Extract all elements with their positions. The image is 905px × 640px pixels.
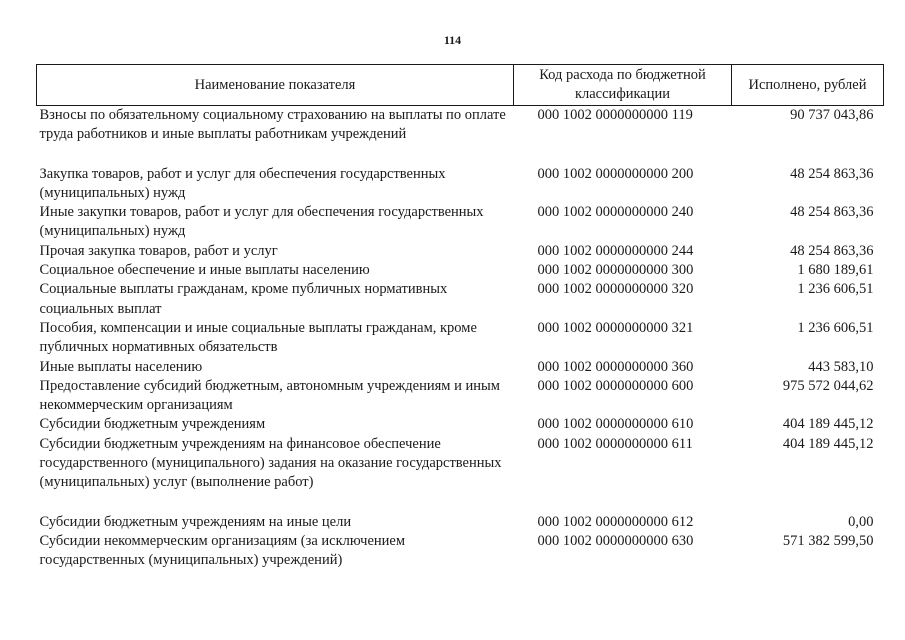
header-budget-code: Код расхода по бюджетной классификации <box>514 65 732 106</box>
row-amount: 90 737 043,86 <box>790 107 874 123</box>
header-executed-amount: Исполнено, рублей <box>732 65 884 106</box>
table-row <box>37 532 884 571</box>
row-name: Социальное обеспечение и иные выплаты населению <box>39 262 370 279</box>
table-row <box>37 106 884 165</box>
table-row <box>37 261 884 280</box>
row-code: 000 1002 0000000000 300 <box>537 262 694 279</box>
row-name: Социальные выплаты гражданам, кроме публичных нормативных социальных выплат <box>39 281 448 317</box>
row-amount: 975 572 044,62 <box>782 377 874 394</box>
table-row <box>37 377 884 416</box>
row-amount: 1 236 606,51 <box>797 319 874 336</box>
table-row <box>37 242 884 261</box>
row-name: Пособия, компенсации и иные социальные выплаты гражданам, кроме публичных нормативных обязательств <box>39 319 477 356</box>
row-amount: 443 583,10 <box>808 358 874 375</box>
row-name: Субсидии некоммерческим организациям (за исключением государственных (муниципальных) учреждений) <box>39 532 406 569</box>
row-code: 000 1002 0000000000 360 <box>537 358 694 375</box>
row-amount: 1 236 606,51 <box>797 281 874 298</box>
row-code: 000 1002 0000000000 600 <box>537 377 694 394</box>
row-code: 000 1002 0000000000 321 <box>537 319 694 336</box>
row-name: Субсидии бюджетным учреждениям <box>39 416 266 433</box>
row-code: 000 1002 0000000000 200 <box>537 165 694 182</box>
row-amount: 404 189 445,12 <box>782 435 874 452</box>
row-name: Субсидии бюджетным учреждениям на иные цели <box>39 513 352 530</box>
row-code: 000 1002 0000000000 610 <box>537 416 694 433</box>
row-code: 000 1002 0000000000 119 <box>537 107 693 123</box>
row-amount: 404 189 445,12 <box>782 416 874 433</box>
row-name: Предоставление субсидий бюджетным, автономным учреждениям и иным некоммерческим организациям <box>39 377 500 414</box>
row-code: 000 1002 0000000000 240 <box>537 204 694 221</box>
row-name: Закупка товаров, работ и услуг для обеспечения государственных (муниципальных) нужд <box>39 165 446 201</box>
row-amount: 48 254 863,36 <box>790 204 874 221</box>
table-header-row <box>37 65 884 106</box>
table-row <box>37 513 884 532</box>
row-amount: 48 254 863,36 <box>790 165 874 182</box>
table-row <box>37 319 884 358</box>
row-name: Субсидии бюджетным учреждениям на финансовое обеспечение государственного (муниципального) задания на оказание государственных (муниципальных) услуг (выполнение работ) <box>39 435 502 491</box>
table-row <box>37 165 884 204</box>
header-indicator-name: Наименование показателя <box>37 65 514 106</box>
row-name: Иные выплаты населению <box>39 358 203 375</box>
table-row <box>37 358 884 377</box>
row-name: Взносы по обязательному социальному страхованию на выплаты по оплате труда работников и иные выплаты работникам учреждений <box>39 107 506 143</box>
table-row <box>37 435 884 513</box>
row-amount: 571 382 599,50 <box>782 532 874 549</box>
row-name: Прочая закупка товаров, работ и услуг <box>39 242 278 259</box>
row-amount: 1 680 189,61 <box>797 262 874 279</box>
row-name: Иные закупки товаров, работ и услуг для обеспечения государственных (муниципальных) нужд <box>39 204 484 240</box>
page-number: 114 <box>443 33 462 47</box>
row-code: 000 1002 0000000000 630 <box>537 532 694 549</box>
row-amount: 48 254 863,36 <box>790 242 874 259</box>
table-row <box>37 415 884 434</box>
expenditure-table <box>36 64 884 571</box>
table-row <box>37 203 884 242</box>
row-code: 000 1002 0000000000 611 <box>537 435 693 452</box>
row-code: 000 1002 0000000000 612 <box>537 513 694 530</box>
row-code: 000 1002 0000000000 244 <box>537 242 694 259</box>
row-code: 000 1002 0000000000 320 <box>537 281 694 298</box>
row-amount: 0,00 <box>848 513 874 530</box>
table-row <box>37 280 884 319</box>
